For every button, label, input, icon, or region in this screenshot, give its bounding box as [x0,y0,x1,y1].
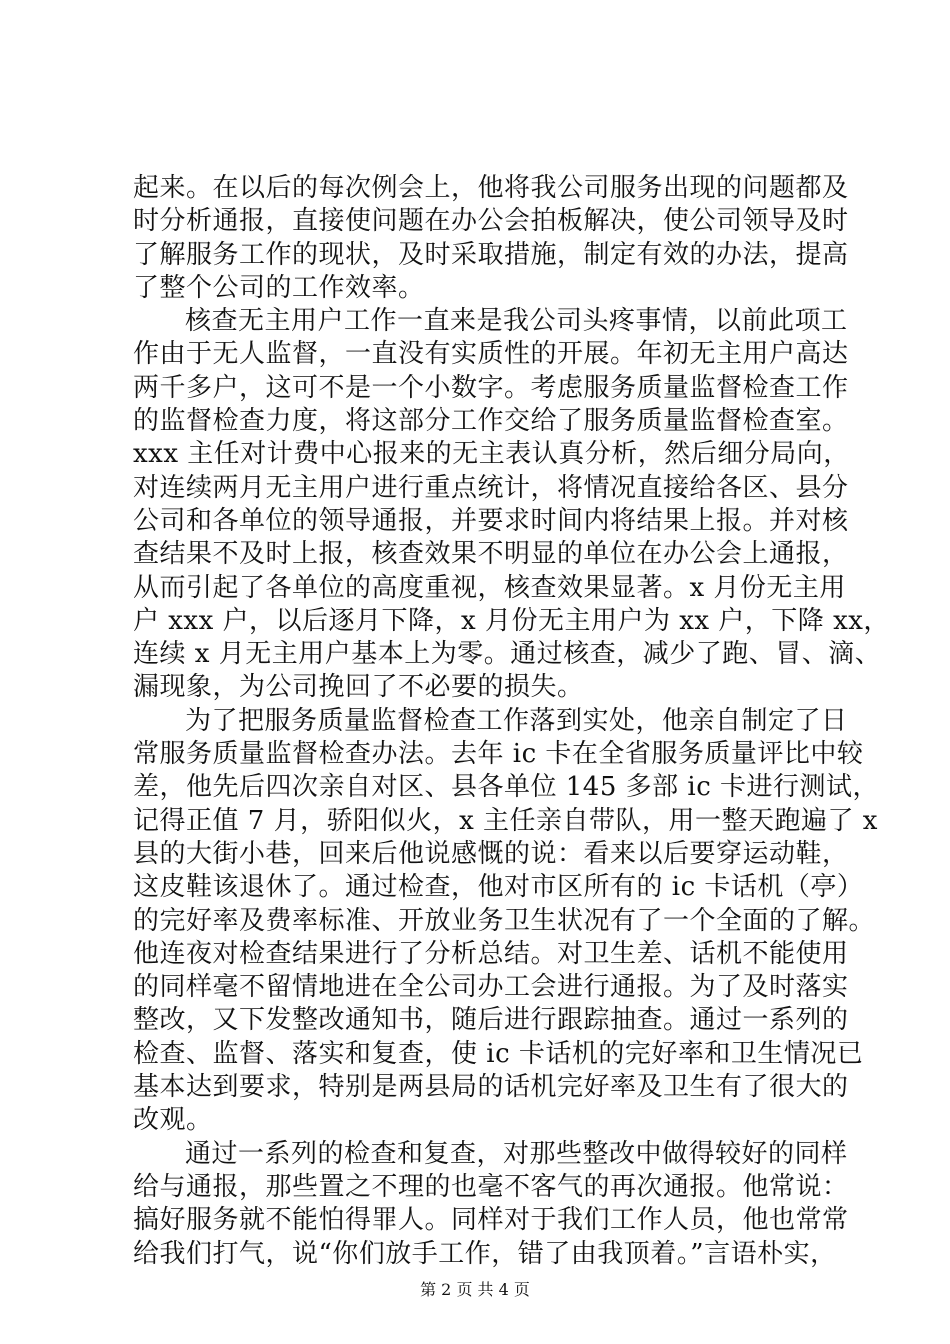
text-line: 了整个公司的工作效率。 [133,272,425,303]
text-line: 基本达到要求，特别是两县局的话机完好率及卫生有了很大的 [133,1072,849,1103]
body-text [133,172,890,1271]
text-line: 记得正值 7 月，骄阳似火，x 主任亲自带队，用一整天跑遍了 x [133,805,878,836]
text-line: 对连续两月无主用户进行重点统计，将情况直接给各区、县分 [133,472,849,503]
paragraph-first-line: 通过一系列的检查和复查，对那些整改中做得较好的同样 [185,1138,848,1169]
text-line: 的监督检查力度，将这部分工作交给了服务质量监督检查室。 [133,406,849,437]
text-line: 漏现象，为公司挽回了不必要的损失。 [133,672,584,703]
text-line: 的同样毫不留情地进在全公司办工会进行通报。为了及时落实 [133,972,849,1003]
text-line: 县的大街小巷，回来后他说感慨的说：看来以后要穿运动鞋， [133,838,849,869]
text-line: 整改，又下发整改通知书，随后进行跟踪抽查。通过一系列的 [133,1005,849,1036]
text-line: 这皮鞋该退休了。通过检查，他对市区所有的 ic 卡话机（亭） [133,872,864,903]
text-line: 起来。在以后的每次例会上，他将我公司服务出现的问题都及 [133,173,849,203]
text-line: 差，他先后四次亲自对区、县各单位 145 多部 ic 卡进行测试， [133,772,880,803]
text-line: 改观。 [133,1105,213,1136]
text-line: 的完好率及费率标准、开放业务卫生状况有了一个全面的了解。 [133,905,876,936]
text-line: xxx 主任对计费中心报来的无主表认真分析，然后细分局向， [133,439,850,470]
text-line: 检查、监督、落实和复查，使 ic 卡话机的完好率和卫生情况已 [133,1038,864,1069]
text-line: 作由于无人监督，一直没有实质性的开展。年初无主用户高达 [133,339,849,370]
text-line: 查结果不及时上报，核查效果不明显的单位在办公会上通报， [133,539,849,570]
text-line: 了解服务工作的现状，及时采取措施，制定有效的办法，提高 [133,239,849,270]
text-line: 时分析通报，直接使问题在办公会拍板解决，使公司领导及时 [133,206,849,237]
paragraph-first-line: 核查无主用户工作一直来是我公司头疼事情，以前此项工 [185,306,848,337]
text-line: 连续 x 月无主用户基本上为零。通过核查，减少了跑、冒、滴、 [133,639,882,670]
text-line: 公司和各单位的领导通报，并要求时间内将结果上报。并对核 [133,505,849,536]
text-line: 给我们打气，说“你们放手工作，错了由我顶着。”言语朴实， [133,1238,837,1269]
text-line: 从而引起了各单位的高度重视，核查效果显著。x 月份无主用 [133,572,846,603]
text-line: 常服务质量监督检查办法。去年 ic 卡在全省服务质量评比中较 [133,739,864,770]
text-line: 他连夜对检查结果进行了分析总结。对卫生差、话机不能使用 [133,938,849,969]
text-line: 两千多户，这可不是一个小数字。考虑服务质量监督检查工作 [133,372,849,403]
text-line: 户 xxx 户，以后逐月下降，x 月份无主用户为 xx 户，下降 xx， [133,605,890,636]
page-footer: 第 2 页 共 4 页 [420,1280,530,1299]
text-line: 给与通报，那些置之不理的也毫不客气的再次通报。他常说： [133,1171,849,1202]
text-line: 搞好服务就不能怕得罪人。同样对于我们工作人员，他也常常 [133,1205,849,1236]
paragraph-first-line: 为了把服务质量监督检查工作落到实处，他亲自制定了日 [185,705,848,736]
